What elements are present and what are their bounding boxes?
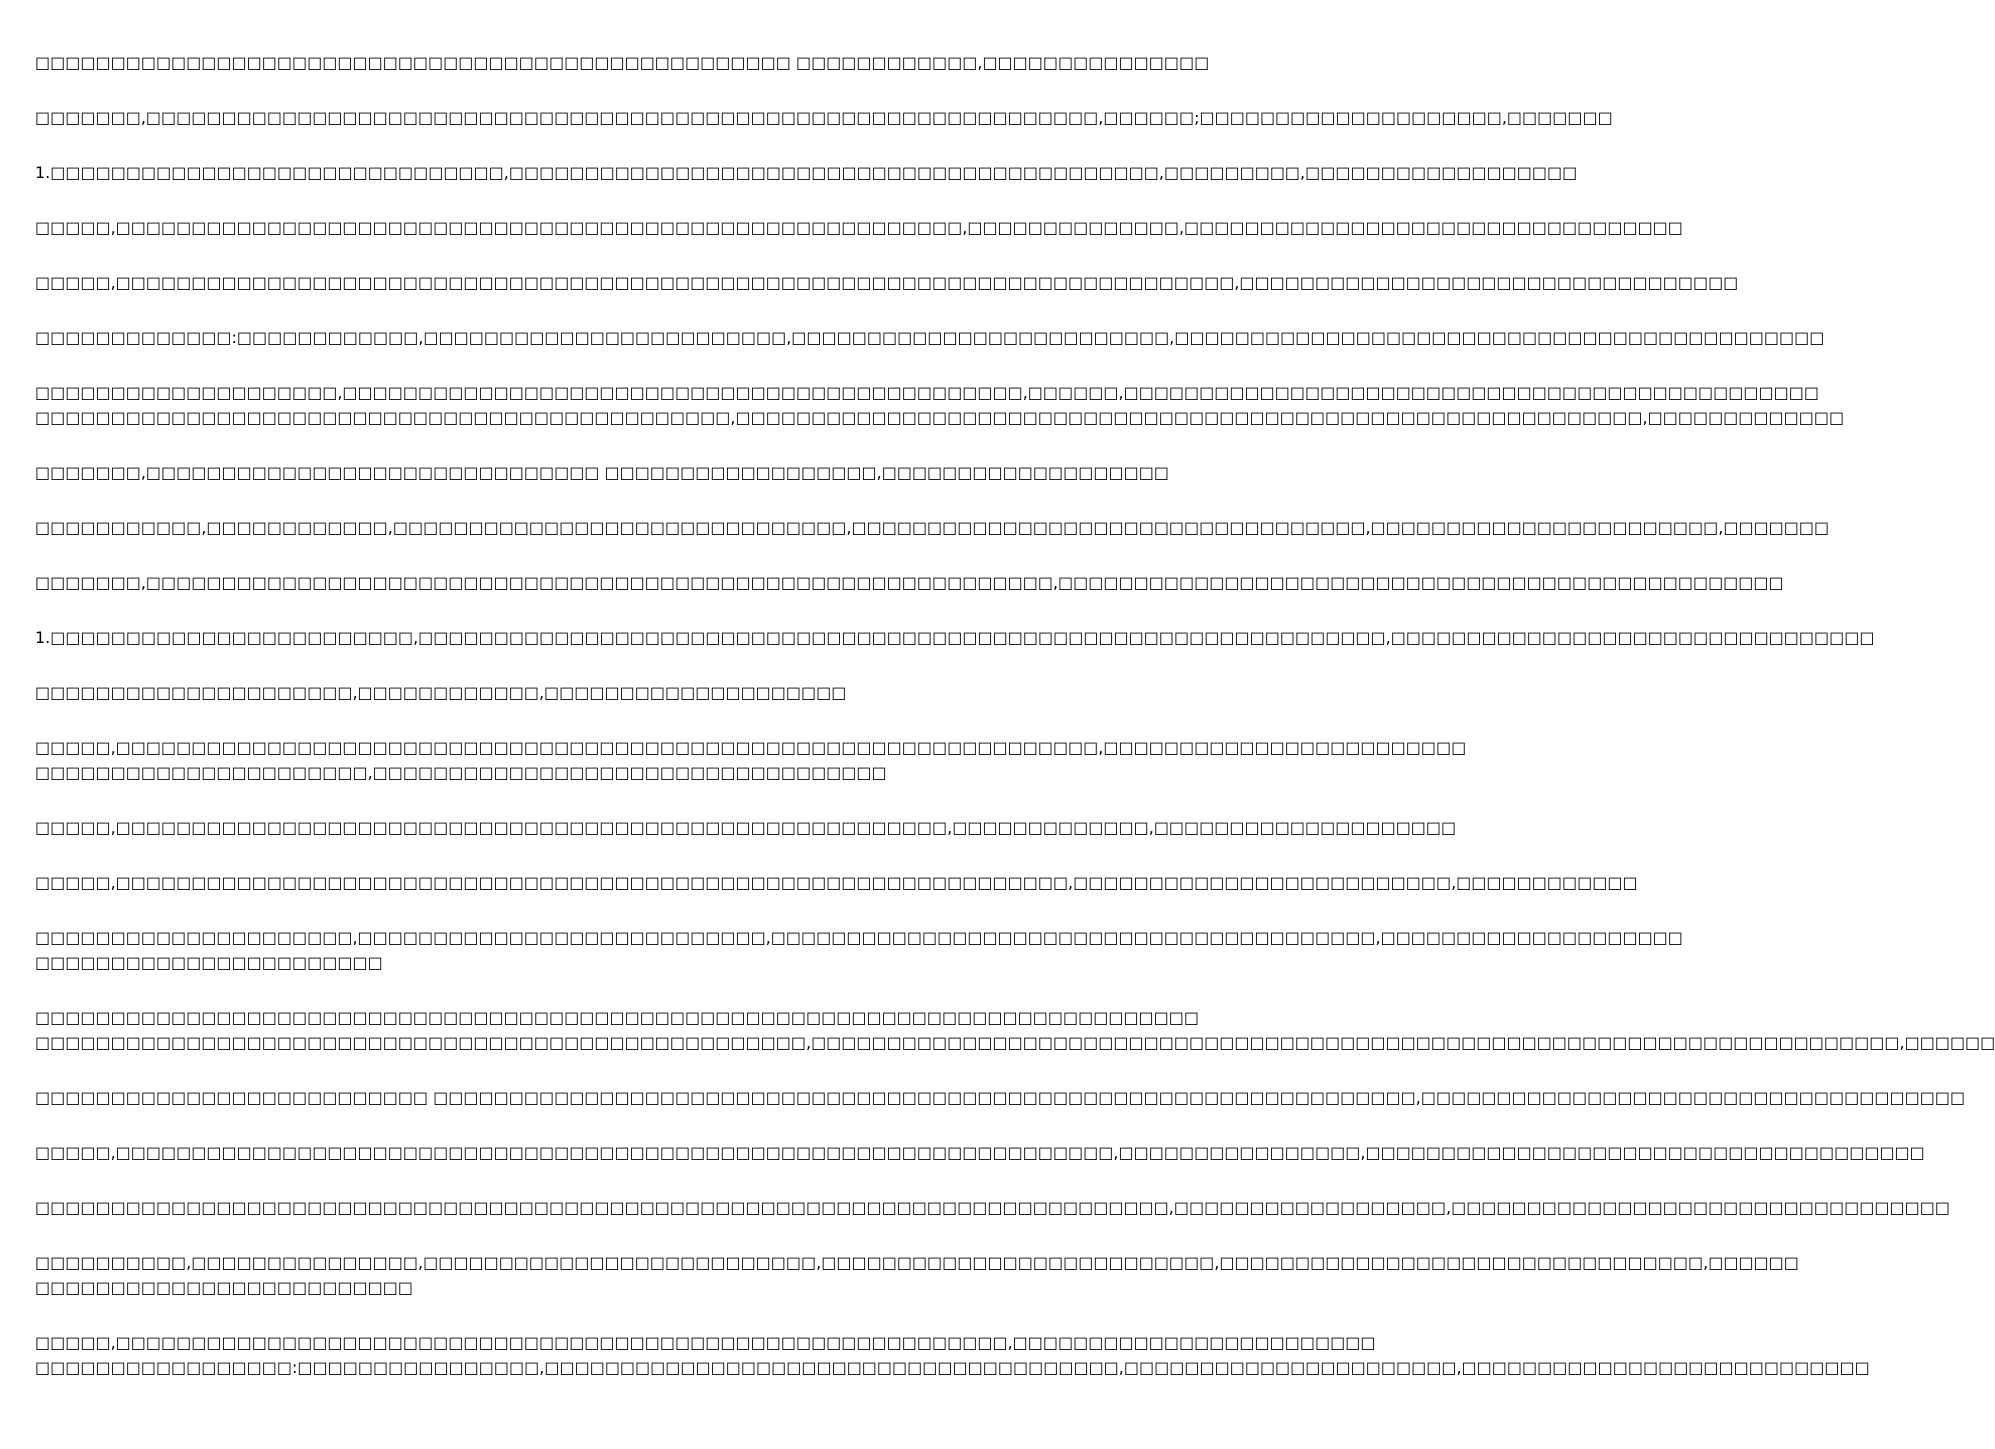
paragraph — [35, 1005, 1995, 1055]
paragraph — [35, 1140, 1925, 1165]
paragraph-line: □□□□□□□□□□□□□□□□□□□□□□□□□□□□□□□□□□□□□□□□□□□□□□□□□□□,□□□□□□□□□□□□□□□□□□□□□□□□□□□□□□□□□□□□□□□□□□□□□□□□□□□□□□□□□□□□□□□□□□□□□□□□,□□□□□□ — [35, 1033, 1995, 1052]
paragraph-line: □□□□□□□□□□□□□□□□□:□□□□□□□□□□□□□□□□,□□□□□□□□□□□□□□□□□□□□□□□□□□□□□□□□□□□□□□,□□□□□□□□□□□□□□□□□□□□□□,□□□□□□□□□□□□□□□□□□□□□□□□□□□ — [35, 1358, 1870, 1377]
paragraph-line: □□□□□,□□□□□□□□□□□□□□□□□□□□□□□□□□□□□□□□□□□□□□□□□□□□□□□□□□□□□□□□□□□□□□□□□□□□□□□□□□,□□□□□□□□□□□□□□□□□□□□□□□□□□□□□□□□□ — [35, 273, 1739, 292]
paragraph — [35, 270, 1739, 295]
paragraph-line: □□□□□□□□□□□□□□□□□□□□□□□□□□□□□□□□□□□□□□□□□□□□□□□□□□ □□□□□□□□□□□□,□□□□□□□□□□□□□□□ — [35, 53, 1210, 72]
paragraph-line: 1.□□□□□□□□□□□□□□□□□□□□□□□□,□□□□□□□□□□□□□□□□□□□□□□□□□□□□□□□□□□□□□□□□□□□□□□□□□□□□□□□□□□□□□□□□,□□□□□□□□□□□□□□□□□□□□□□□□□□□□□□□□ — [35, 628, 1875, 647]
paragraph — [35, 925, 1683, 975]
paragraph — [35, 380, 1845, 430]
paragraph-line: □□□□□,□□□□□□□□□□□□□□□□□□□□□□□□□□□□□□□□□□□□□□□□□□□□□□□□□□□□□□□□□□□□□□□,□□□□□□□□□□□□□□□□□□□□□□□□□,□□□□□□□□□□□□ — [35, 873, 1638, 892]
paragraph-line: 1.□□□□□□□□□□□□□□□□□□□□□□□□□□□□□□,□□□□□□□□□□□□□□□□□□□□□□□□□□□□□□□□□□□□□□□□□□□,□□□□□□□□□,□□□□□□□□□□□□□□□□□□ — [35, 163, 1578, 182]
paragraph-line: □□□□□□□□□□□□□:□□□□□□□□□□□□,□□□□□□□□□□□□□□□□□□□□□□□□,□□□□□□□□□□□□□□□□□□□□□□□□□,□□□□□□□□□□□□□□□□□□□□□□□□□□□□□□□□□□□□□□□□□□□ — [35, 328, 1825, 347]
paragraph-line: □□□□□,□□□□□□□□□□□□□□□□□□□□□□□□□□□□□□□□□□□□□□□□□□□□□□□□□□□□□□□□□□□□□□□□□□,□□□□□□□□□□□□□□□□,□□□□□□□□□□□□□□□□□□□□□□□□□□□□□□□□□□□□□ — [35, 1143, 1925, 1162]
paragraph-line: □□□□□□□□□□□□□□□□□□□□□□□□□ — [35, 1278, 413, 1297]
paragraph — [35, 1195, 1950, 1220]
paragraph — [35, 215, 1683, 240]
paragraph-line: □□□□□□□,□□□□□□□□□□□□□□□□□□□□□□□□□□□□□□□□□□□□□□□□□□□□□□□□□□□□□□□□□□□□□□□,□□□□□□;□□□□□□□□□□□□□□□□□□□□,□□□□□□□ — [35, 108, 1613, 127]
paragraph-line: □□□□□,□□□□□□□□□□□□□□□□□□□□□□□□□□□□□□□□□□□□□□□□□□□□□□□□□□□□□□□□,□□□□□□□□□□□□□□,□□□□□□□□□□□□□□□□□□□□□□□□□□□□□□□□□ — [35, 218, 1683, 237]
paragraph-line: □□□□□□□□□□□□□□□□□□□□,□□□□□□□□□□□□□□□□□□□□□□□□□□□□□□□□□□□□□□□□□□□□□,□□□□□□,□□□□□□□□□□□□□□□□□□□□□□□□□□□□□□□□□□□□□□□□□□□□□□ — [35, 383, 1819, 402]
paragraph — [35, 815, 1457, 840]
paragraph-line: □□□□□□□□□□□,□□□□□□□□□□□□,□□□□□□□□□□□□□□□□□□□□□□□□□□□□□□,□□□□□□□□□□□□□□□□□□□□□□□□□□□□□□□□□□,□□□□□□□□□□□□□□□□□□□□□□□,□□□□□□□ — [35, 518, 1830, 537]
paragraph — [35, 1250, 1799, 1300]
paragraph-line: □□□□□□□□□□□□□□□□□□□□□,□□□□□□□□□□□□,□□□□□□□□□□□□□□□□□□□□ — [35, 683, 847, 702]
paragraph — [35, 870, 1638, 895]
paragraph — [35, 515, 1830, 540]
paragraph — [35, 1085, 1966, 1110]
paragraph-line: □□□□□,□□□□□□□□□□□□□□□□□□□□□□□□□□□□□□□□□□□□□□□□□□□□□□□□□□□□□□□□□□□,□□□□□□□□□□□□□□□□□□□□□□□□ — [35, 1333, 1376, 1352]
paragraph-line: □□□□□□□□□□□□□□□□□□□□□□□□□□ □□□□□□□□□□□□□□□□□□□□□□□□□□□□□□□□□□□□□□□□□□□□□□□□□□□□□□□□□□□□□□□□□,□□□□□□□□□□□□□□□□□□□□□□□□□□□□□□□□□□□□ — [35, 1088, 1966, 1107]
paragraph-line: □□□□□□□□□□□□□□□□□□□□□□□□□□□□□□□□□□□□□□□□□□□□□□□□□□□□□□□□□□□□□□□□□□□□□□□□□□□□□ — [35, 1008, 1200, 1027]
paragraph-line: □□□□□□□□□□□□□□□□□□□□□□,□□□□□□□□□□□□□□□□□□□□□□□□□□□□□□□□□□ — [35, 763, 887, 782]
paragraph-line: □□□□□□□,□□□□□□□□□□□□□□□□□□□□□□□□□□□□□□ □□□□□□□□□□□□□□□□□□,□□□□□□□□□□□□□□□□□□□ — [35, 463, 1169, 482]
paragraph-line: □□□□□□□□□□□□□□□□□□□□□□□□□□□□□□□□□□□□□□□□□□□□□□□□□□□□□□□□□□□□□□□□□□□□□□□□□□□,□□□□□□□□□□□□□□□□□□,□□□□□□□□□□□□□□□□□□□□□□□□□□□□□□□□□ — [35, 1198, 1950, 1217]
paragraph-line: □□□□□□□□□□□□□□□□□□□□□□□□□□□□□□□□□□□□□□□□□□□□□□,□□□□□□□□□□□□□□□□□□□□□□□□□□□□□□□□□□□□□□□□□□□□□□□□□□□□□□□□□□□□,□□□□□□□□□□□□□ — [35, 408, 1845, 427]
paragraph — [35, 680, 989, 705]
paragraph-line: □□□□□□□,□□□□□□□□□□□□□□□□□□□□□□□□□□□□□□□□□□□□□□□□□□□□□□□□□□□□□□□□□□□□,□□□□□□□□□□□□□□□□□□□□□□□□□□□□□□□□□□□□□□□□□□□□□□□□ — [35, 573, 1784, 592]
paragraph — [35, 1330, 1870, 1380]
document-body — [35, 50, 1995, 1410]
paragraph-line: □□□□□,□□□□□□□□□□□□□□□□□□□□□□□□□□□□□□□□□□□□□□□□□□□□□□□□□□□□□□□,□□□□□□□□□□□□□,□□□□□□□□□□□□□□□□□□□□ — [35, 818, 1457, 837]
paragraph-line: □□□□□,□□□□□□□□□□□□□□□□□□□□□□□□□□□□□□□□□□□□□□□□□□□□□□□□□□□□□□□□□□□□□□□□□,□□□□□□□□□□□□□□□□□□□□□□□□ — [35, 738, 1467, 757]
paragraph — [35, 160, 1578, 185]
paragraph — [35, 570, 1784, 595]
paragraph — [35, 625, 1875, 650]
paragraph — [35, 325, 1825, 350]
paragraph-line: □□□□□□□□□□,□□□□□□□□□□□□□□□,□□□□□□□□□□□□□□□□□□□□□□□□□□,□□□□□□□□□□□□□□□□□□□□□□□□□□,□□□□□□□□□□□□□□□□□□□□□□□□□□□□□□□□,□□□□□□ — [35, 1253, 1799, 1272]
paragraph — [35, 50, 1210, 75]
paragraph-line: □□□□□□□□□□□□□□□□□□□□□□□ — [35, 953, 383, 972]
paragraph — [35, 735, 1467, 785]
paragraph — [35, 105, 1613, 130]
paragraph — [35, 460, 1169, 485]
paragraph-line: □□□□□□□□□□□□□□□□□□□□□,□□□□□□□□□□□□□□□□□□□□□□□□□□□,□□□□□□□□□□□□□□□□□□□□□□□□□□□□□□□□□□□□□□□□,□□□□□□□□□□□□□□□□□□□□ — [35, 928, 1683, 947]
